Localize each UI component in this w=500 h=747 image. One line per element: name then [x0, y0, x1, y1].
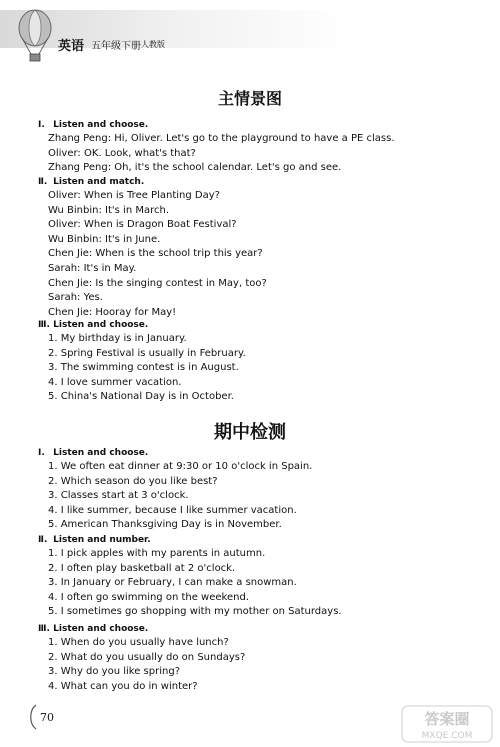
- svg-text:MXQE.COM: MXQE.COM: [421, 731, 473, 741]
- section-title-main-scene: 主情景图: [217, 89, 282, 108]
- hot-air-balloon-icon: [12, 8, 58, 68]
- roman-numeral: Ⅰ.: [38, 448, 45, 458]
- heading-text: Listen and choose.: [53, 624, 149, 634]
- subject-label: 英语: [58, 39, 85, 54]
- exercise-block: [38, 533, 478, 620]
- grade-label: 五年级下册: [91, 41, 141, 52]
- heading-text: Listen and choose.: [53, 320, 149, 330]
- sentence-line: 4. I love summer vacation.: [48, 376, 182, 388]
- roman-numeral: Ⅲ.: [38, 320, 50, 330]
- sentence-line: 2. I often play basketball at 2 o'clock.: [48, 562, 236, 574]
- exercise-heading: [38, 533, 478, 547]
- dialogue-line: Wu Binbin: It's in June.: [48, 233, 161, 245]
- sentence-line: 3. Why do you like spring?: [48, 666, 181, 678]
- heading-text: Listen and number.: [53, 535, 151, 545]
- dialogue-line: Chen Jie: Is the singing contest in May, too?: [48, 277, 267, 289]
- dialogue-line: Zhang Peng: Oh, it's the school calendar. Let's go and see.: [48, 162, 342, 174]
- sentence-line: 4. I often go swimming on the weekend.: [48, 591, 249, 603]
- exercise-block: [38, 175, 478, 320]
- sentence-line: 4. I like summer, because I like summer vacation.: [48, 504, 297, 516]
- sentence-line: 5. American Thanksgiving Day is in November.: [48, 519, 282, 531]
- dialogue-line: Wu Binbin: It's in March.: [48, 204, 170, 216]
- sentence-line: 2. What do you usually do on Sundays?: [48, 651, 246, 663]
- sentence-line: 2. Spring Festival is usually in February.: [48, 347, 246, 359]
- sentence-line: 1. When do you usually have lunch?: [48, 637, 229, 648]
- exercise-block: [38, 622, 478, 694]
- roman-numeral: Ⅱ.: [38, 177, 48, 187]
- dialogue-line: Sarah: Yes.: [48, 292, 103, 304]
- heading-text: Listen and choose.: [53, 448, 149, 458]
- page-corner-ornament-icon: [26, 704, 38, 730]
- dialogue-line: Oliver: OK. Look, what's that?: [48, 147, 196, 159]
- heading-text: Listen and choose.: [53, 120, 149, 130]
- edition-label: 人教版: [141, 40, 165, 49]
- dialogue-line: Zhang Peng: Hi, Oliver. Let's go to the playground to have a PE class.: [48, 133, 395, 144]
- section-title-midterm-test: 期中检测: [214, 422, 286, 443]
- sentence-line: 3. In January or February, I can make a snowman.: [48, 577, 297, 589]
- exercise-heading: [38, 446, 478, 460]
- heading-text: Listen and match.: [53, 177, 145, 187]
- sentence-line: 5. I sometimes go shopping with my mother on Saturdays.: [48, 606, 342, 618]
- watermark-logo-icon: [400, 704, 494, 744]
- roman-numeral: Ⅲ.: [38, 624, 50, 634]
- roman-numeral: Ⅰ.: [38, 120, 45, 130]
- exercise-block: [38, 118, 478, 176]
- dialogue-line: Sarah: It's in May.: [48, 262, 137, 274]
- dialogue-line: Chen Jie: Hooray for May!: [48, 306, 177, 318]
- page-header: [0, 0, 500, 60]
- roman-numeral: Ⅱ.: [38, 535, 48, 545]
- sentence-line: 2. Which season do you like best?: [48, 475, 218, 487]
- svg-text:答案圈: 答案圈: [424, 710, 470, 728]
- sentence-line: 5. China's National Day is in October.: [48, 391, 234, 403]
- exercise-heading: [38, 318, 478, 332]
- sentence-line: 1. We often eat dinner at 9:30 or 10 o'clock in Spain.: [48, 461, 313, 472]
- sentence-line: 4. What can you do in winter?: [48, 680, 198, 692]
- page-number: 70: [40, 711, 54, 724]
- exercise-block: [38, 446, 478, 533]
- dialogue-line: Oliver: When is Tree Planting Day?: [48, 190, 220, 201]
- exercise-heading: [38, 118, 478, 132]
- dialogue-line: Oliver: When is Dragon Boat Festival?: [48, 219, 237, 231]
- sentence-line: 1. I pick apples with my parents in autumn.: [48, 548, 266, 559]
- exercise-heading: [38, 622, 478, 636]
- sentence-line: 1. My birthday is in January.: [48, 333, 187, 344]
- exercise-heading: [38, 175, 478, 189]
- dialogue-line: Chen Jie: When is the school trip this year?: [48, 248, 263, 260]
- sentence-line: 3. Classes start at 3 o'clock.: [48, 490, 189, 502]
- sentence-line: 3. The swimming contest is in August.: [48, 362, 239, 374]
- exercise-block: [38, 318, 478, 405]
